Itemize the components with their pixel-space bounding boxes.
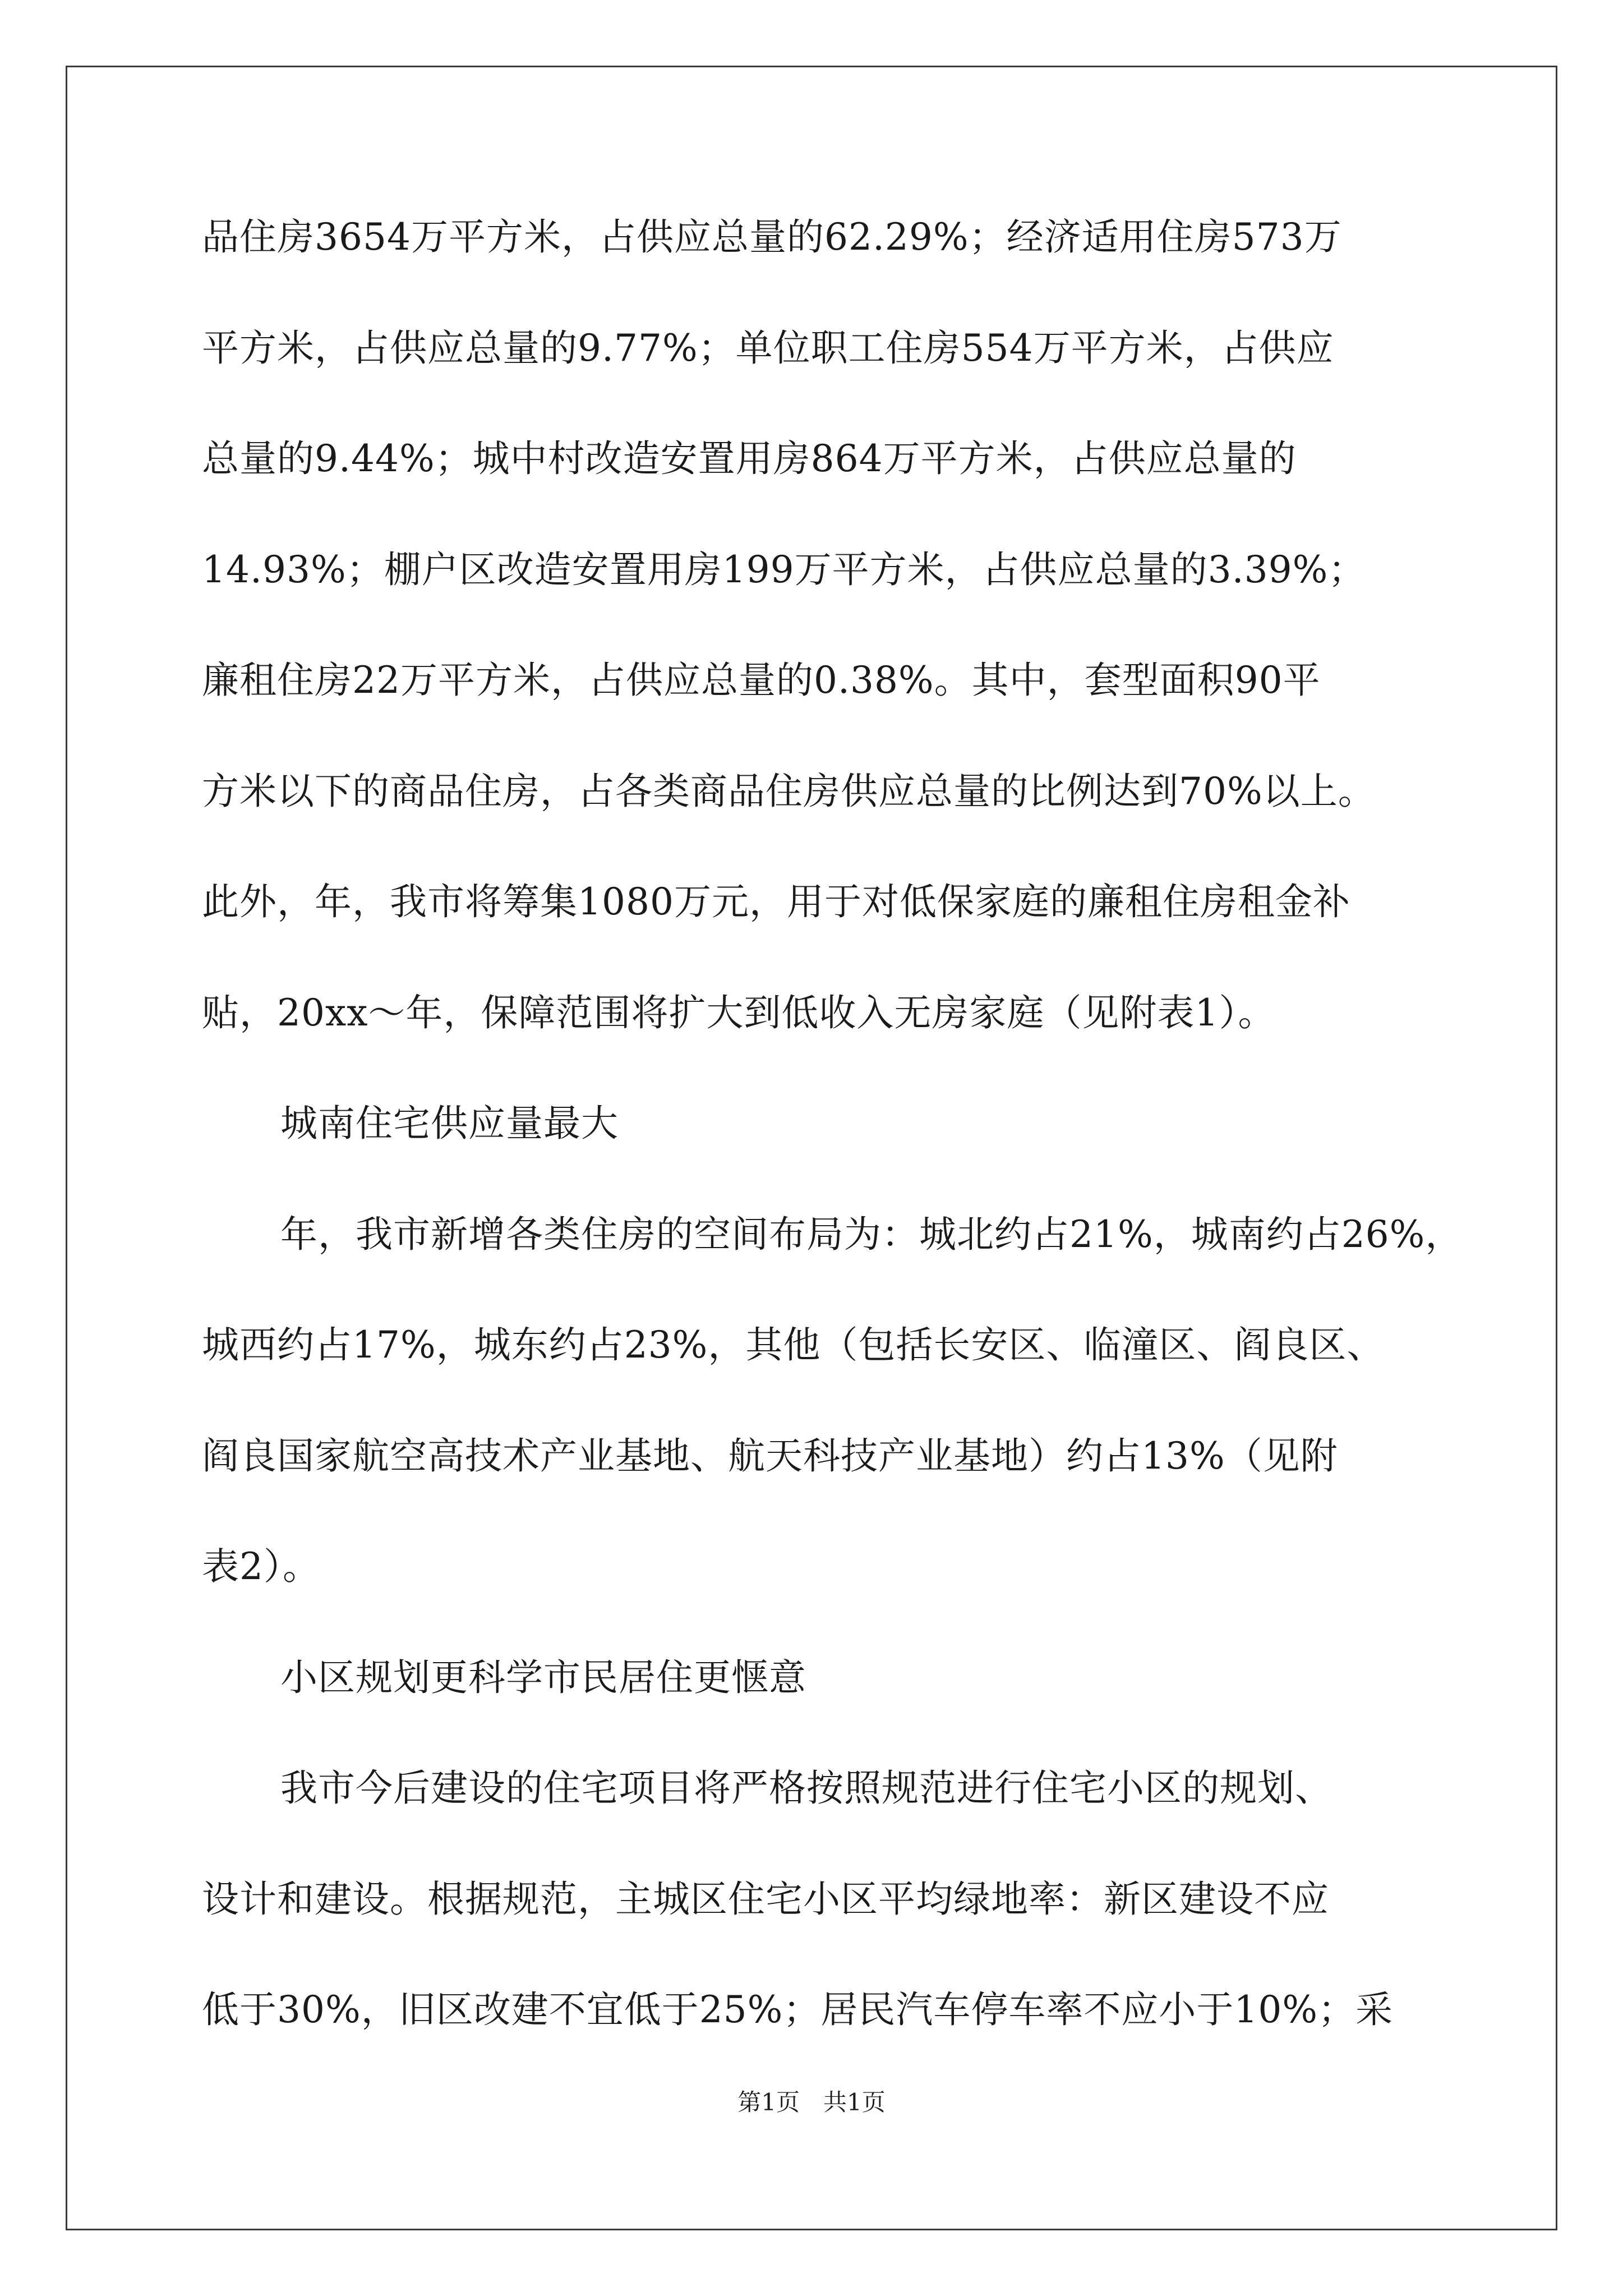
body-line: 低于30%，旧区改建不宜低于25%；居民汽车停车率不应小于10%；采 xyxy=(202,1988,1394,2031)
body-line: 平方米，占供应总量的9.77%；单位职工住房554万平方米，占供应 xyxy=(202,326,1334,370)
body-line: 品住房3654万平方米，占供应总量的62.29%；经济适用住房573万 xyxy=(202,215,1342,259)
page-number-footer: 第1页 共1页 xyxy=(737,2088,886,2116)
body-line: 设计和建设。根据规范，主城区住宅小区平均绿地率：新区建设不应 xyxy=(202,1878,1329,1921)
body-line: 此外，年，我市将筹集1080万元，用于对低保家庭的廉租住房租金补 xyxy=(202,880,1350,923)
body-line: 贴，20xx～年，保障范围将扩大到低收入无房家庭（见附表1）。 xyxy=(202,991,1276,1034)
section-heading: 城南住宅供应量最大 xyxy=(280,1102,619,1145)
body-line: 年，我市新增各类住房的空间布局为：城北约占21%，城南约占26%， xyxy=(280,1213,1463,1256)
body-line: 总量的9.44%；城中村改造安置用房864万平方米，占供应总量的 xyxy=(202,437,1297,480)
body-line: 14.93%；棚户区改造安置用房199万平方米，占供应总量的3.39%； xyxy=(202,548,1366,591)
body-line: 方米以下的商品住房，占各类商品住房供应总量的比例达到70%以上。 xyxy=(202,770,1376,813)
body-line: 我市今后建设的住宅项目将严格按照规范进行住宅小区的规划、 xyxy=(280,1766,1332,1810)
section-heading: 小区规划更科学市民居住更惬意 xyxy=(280,1656,806,1699)
body-line: 廉租住房22万平方米，占供应总量的0.38%。其中，套型面积90平 xyxy=(202,659,1321,702)
body-line: 表2）。 xyxy=(202,1545,320,1588)
body-line: 城西约占17%，城东约占23%，其他（包括长安区、临潼区、阎良区、 xyxy=(202,1323,1385,1366)
body-line: 阎良国家航空高技术产业基地、航天科技产业基地）约占13%（见附 xyxy=(202,1434,1338,1478)
